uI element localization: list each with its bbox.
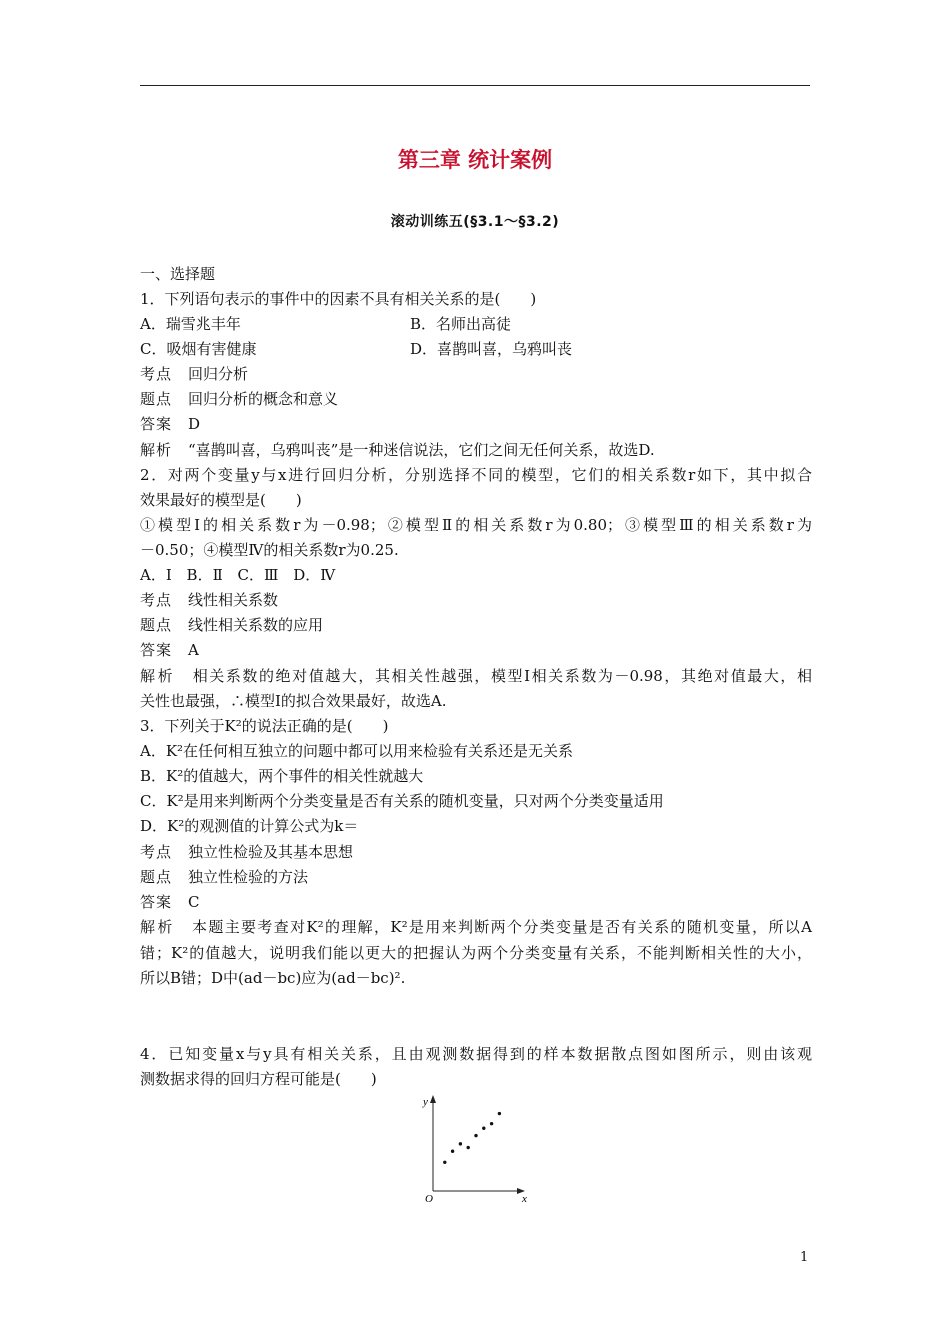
q2-option-d: D．Ⅳ [293, 566, 336, 584]
page-number: 1 [800, 1250, 809, 1265]
kaodian-label: 考点 [140, 365, 173, 383]
answer-label: 答案 [140, 641, 173, 659]
chapter-title: 第三章 统计案例 [397, 148, 553, 172]
q2-analysis-line2: 关性也最强，∴模型Ⅰ的拟合效果最好，故选A. [140, 692, 447, 710]
exercise-subtitle: 滚动训练五(§3.1～§3.2) [390, 214, 560, 230]
q2-stem-line2: 效果最好的模型是( ) [140, 491, 302, 509]
q1-tidian-value: 回归分析的概念和意义 [188, 390, 339, 408]
q1-answer-value: D [188, 415, 201, 433]
tidian-label: 题点 [140, 868, 173, 886]
q3-tidian-value: 独立性检验的方法 [188, 868, 309, 886]
q1-option-d: D．喜鹊叫喜，乌鸦叫丧 [410, 340, 573, 358]
q3-kaodian [140, 841, 353, 862]
q2-option-c: C．Ⅲ [237, 566, 279, 584]
q2-kaodian-value: 线性相关系数 [188, 591, 279, 609]
q2-kaodian [140, 589, 278, 610]
answer-label: 答案 [140, 415, 173, 433]
scatter-point [443, 1161, 446, 1164]
tidian-label: 题点 [140, 616, 173, 634]
q3-option-c: C．K²是用来判断两个分类变量是否有关系的随机变量，只对两个分类变量适用 [140, 792, 664, 810]
analysis-label: 解析 [140, 918, 175, 936]
q2-stem-line3: ①模型Ⅰ的相关系数r为－0.98；②模型Ⅱ的相关系数r为0.80；③模型Ⅲ的相关系数r为 [140, 516, 812, 534]
analysis-label: 解析 [140, 441, 173, 459]
q3-stem: 3．下列关于K²的说法正确的是( ) [140, 717, 389, 735]
q1-stem: 1．下列语句表示的事件中的因素不具有相关关系的是( ) [140, 290, 537, 308]
q1-kaodian [140, 363, 248, 384]
analysis-label: 解析 [140, 667, 176, 685]
q3-analysis-line3: 所以B错；D中(ad－bc)应为(ad－bc)². [140, 969, 406, 987]
q2-option-a: A．Ⅰ [140, 566, 172, 584]
q1-tidian [140, 388, 338, 409]
q1-analysis [140, 439, 655, 460]
scatter-point [474, 1134, 477, 1137]
scatter-point [451, 1150, 454, 1153]
y-axis-label: y [423, 1096, 428, 1108]
q3-option-a: A．K²在任何相互独立的问题中都可以用来检验有关系还是无关系 [140, 742, 574, 760]
y-axis-arrow [430, 1095, 436, 1103]
scatter-point [467, 1146, 470, 1149]
q3-kaodian-value: 独立性检验及其基本思想 [188, 843, 354, 861]
q4-stem-line1: 4．已知变量x与y具有相关关系，且由观测数据得到的样本数据散点图如图所示，则由该观 [140, 1045, 812, 1063]
origin-label: O [425, 1193, 433, 1203]
q4-stem-line2: 测数据求得的回归方程可能是( ) [140, 1070, 377, 1088]
scatter-point [490, 1122, 493, 1125]
q2-stem-line1: 2．对两个变量y与x进行回归分析，分别选择不同的模型，它们的相关系数r如下，其中拟合 [140, 466, 812, 484]
q1-option-a: A．瑞雪兆丰年 [140, 315, 241, 333]
scatter-point [498, 1112, 501, 1115]
q3-option-d: D．K²的观测值的计算公式为k＝ [140, 817, 359, 835]
q1-kaodian-value: 回归分析 [188, 365, 249, 383]
header-rule [140, 85, 810, 86]
q3-tidian [140, 866, 308, 887]
q1-option-b: B．名师出高徒 [410, 315, 512, 333]
scatter-points [443, 1112, 501, 1164]
q1-answer [140, 413, 200, 434]
answer-label: 答案 [140, 893, 173, 911]
q3-answer-value: C [188, 893, 200, 911]
q2-analysis-line1 [140, 665, 812, 686]
x-axis-label: x [522, 1193, 527, 1203]
kaodian-label: 考点 [140, 843, 173, 861]
q1-option-c: C．吸烟有害健康 [140, 340, 257, 358]
q2-options [140, 564, 345, 585]
q3-analysis-text: 本题主要考查对K²的理解，K²是用来判断两个分类变量是否有关系的随机变量，所以A [190, 918, 812, 936]
tidian-label: 题点 [140, 390, 173, 408]
q2-answer-value: A [188, 641, 199, 659]
q2-answer [140, 639, 199, 660]
q3-analysis-line1 [140, 916, 812, 937]
q3-option-b: B．K²的值越大，两个事件的相关性就越大 [140, 767, 424, 785]
q3-analysis-line2: 错；K²的值越大，说明我们能以更大的把握认为两个分类变量有关系，不能判断相关性的大小， [140, 944, 812, 962]
kaodian-label: 考点 [140, 591, 173, 609]
q3-answer [140, 891, 200, 912]
q2-tidian [140, 614, 323, 635]
scatter-plot-figure [415, 1091, 545, 1203]
q2-option-b: B．Ⅱ [186, 566, 223, 584]
q2-analysis-text: 相关系数的绝对值越大，其相关性越强，模型Ⅰ相关系数为－0.98，其绝对值最大，相 [191, 667, 812, 685]
scatter-point [459, 1142, 462, 1145]
q2-tidian-value: 线性相关系数的应用 [188, 616, 324, 634]
q2-stem-line4: －0.50；④模型Ⅳ的相关系数r为0.25. [140, 541, 399, 559]
q1-analysis-text: “喜鹊叫喜，乌鸦叫丧”是一种迷信说法，它们之间无任何关系，故选D. [188, 441, 655, 459]
section-heading: 一、选择题 [140, 265, 216, 283]
scatter-point [482, 1127, 485, 1130]
